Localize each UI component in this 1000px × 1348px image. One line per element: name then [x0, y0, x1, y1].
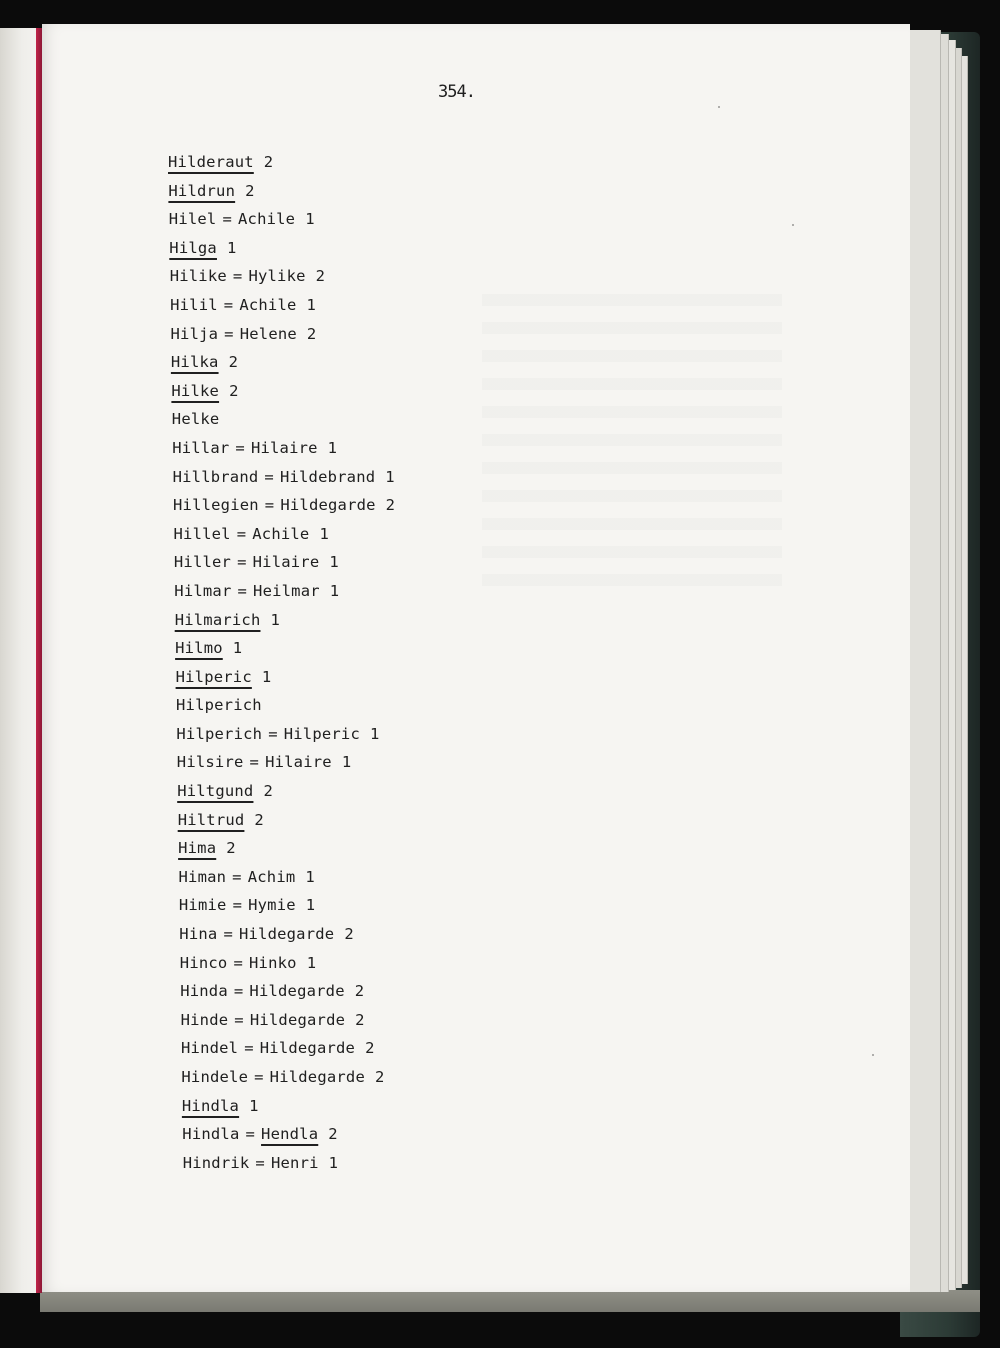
entry-count: 1	[385, 467, 395, 486]
entry-name: Hindla	[181, 1096, 240, 1115]
entry-alias: Hilaire	[265, 753, 332, 772]
list-item	[168, 1120, 395, 1149]
entry-count: 1	[329, 581, 340, 600]
entry-count: 2	[254, 810, 264, 829]
equals-sign: =	[237, 553, 247, 572]
paper-speck	[718, 106, 720, 108]
list-item	[168, 548, 395, 577]
entry-name: Hima	[178, 839, 217, 858]
entry-name: Hiller	[173, 553, 232, 572]
list-item	[168, 834, 395, 863]
list-item	[168, 748, 395, 777]
equals-sign: =	[237, 581, 248, 600]
entry-alias: Hylike	[248, 267, 306, 286]
entry-count: 1	[305, 896, 316, 915]
entry-alias: Hildegarde	[238, 925, 335, 944]
entry-alias: Hendla	[261, 1125, 319, 1144]
equals-sign: =	[264, 496, 275, 515]
list-item	[168, 262, 395, 291]
entry-count: 1	[329, 553, 339, 572]
entry-count: 2	[385, 496, 396, 515]
entry-name: Hilderaut	[168, 153, 254, 171]
name-index-list	[168, 148, 395, 1177]
entry-alias: Hildegarde	[269, 1068, 365, 1086]
entry-name: Hilmar	[174, 581, 232, 600]
entry-alias: Hildebrand	[279, 467, 376, 486]
entry-name: Hilperich	[176, 696, 262, 715]
list-item	[168, 977, 395, 1006]
list-item	[168, 491, 395, 520]
list-item	[168, 234, 395, 263]
entry-alias: Hildegarde	[249, 982, 345, 1001]
entry-count: 2	[354, 982, 365, 1001]
entry-name: Hilke	[171, 381, 220, 400]
book-cover-bottom-edge	[40, 1290, 980, 1312]
entry-count: 2	[228, 353, 239, 372]
list-item	[168, 1063, 395, 1092]
list-item	[168, 320, 395, 349]
list-item	[168, 920, 395, 949]
entry-count: 2	[263, 153, 274, 171]
entry-count: 2	[315, 267, 326, 286]
entry-name: Hilja	[170, 324, 219, 343]
entry-count: 1	[370, 724, 380, 743]
entry-count: 1	[305, 210, 315, 229]
entry-name: Hinco	[179, 953, 228, 972]
bleed-through-texture	[482, 294, 782, 594]
entry-count: 2	[375, 1068, 385, 1086]
list-item	[168, 177, 395, 206]
entry-alias: Hildegarde	[249, 1010, 346, 1029]
entry-name: Hilmo	[175, 639, 223, 658]
equals-sign: =	[245, 1125, 256, 1144]
list-item	[168, 434, 395, 463]
entry-count: 1	[306, 295, 317, 314]
list-item	[168, 1149, 395, 1178]
entry-name: Hilel	[168, 210, 217, 229]
entry-name: Hilperich	[176, 724, 263, 743]
entry-count: 2	[263, 782, 273, 801]
entry-name: Hilperic	[175, 667, 252, 686]
entry-name: Hillar	[172, 438, 230, 457]
entry-name: Hindel	[181, 1039, 239, 1058]
entry-count: 2	[306, 324, 317, 343]
entry-name: Hinde	[180, 1010, 229, 1029]
list-item	[168, 720, 395, 749]
page-number: 354.	[438, 82, 475, 102]
entry-name: Hilmarich	[174, 610, 261, 629]
entry-count: 2	[226, 839, 236, 858]
equals-sign: =	[232, 267, 243, 286]
entry-alias: Heilmar	[253, 581, 320, 600]
list-item	[168, 377, 395, 406]
entry-alias: Hilperic	[283, 724, 360, 743]
list-item	[168, 348, 395, 377]
entry-alias: Hildegarde	[280, 496, 376, 515]
list-item	[168, 148, 395, 177]
entry-name: Hiltrud	[177, 810, 245, 829]
equals-sign: =	[236, 524, 247, 543]
entry-alias: Hymie	[248, 896, 296, 915]
equals-sign: =	[224, 324, 234, 343]
entry-count: 1	[226, 238, 237, 257]
equals-sign: =	[222, 210, 233, 229]
entry-count: 1	[327, 438, 338, 457]
list-item	[168, 863, 395, 892]
entry-alias: Achile	[252, 524, 310, 543]
list-item	[168, 606, 395, 635]
entry-count: 2	[355, 1010, 365, 1029]
list-item	[168, 520, 395, 549]
equals-sign: =	[255, 1153, 265, 1172]
entry-count: 2	[365, 1039, 375, 1058]
entry-name: Hillel	[173, 524, 231, 543]
entry-alias: Achile	[239, 295, 297, 314]
entry-alias: Hildegarde	[259, 1039, 356, 1058]
paper-speck	[872, 1054, 874, 1056]
document-page	[42, 24, 910, 1292]
entry-name: Hilil	[170, 295, 218, 314]
entry-alias: Hilaire	[250, 438, 318, 457]
list-item	[168, 634, 395, 663]
equals-sign: =	[235, 438, 245, 457]
entry-count: 1	[232, 639, 243, 658]
entry-name: Hildrun	[168, 181, 236, 200]
list-item	[168, 291, 395, 320]
entry-name: Himie	[178, 896, 227, 915]
entry-name: Hillegien	[173, 496, 259, 515]
list-item	[168, 577, 395, 606]
list-item	[168, 891, 395, 920]
equals-sign: =	[232, 896, 243, 915]
entry-count: 1	[270, 610, 281, 629]
entry-count: 2	[245, 181, 255, 200]
entry-alias: Hinko	[249, 953, 297, 972]
list-item	[168, 405, 395, 434]
entry-name: Hindla	[182, 1125, 240, 1144]
list-item	[168, 1006, 395, 1035]
entry-name: Hillbrand	[172, 467, 259, 486]
list-item	[168, 1092, 395, 1121]
entry-name: Hina	[179, 925, 218, 944]
equals-sign: =	[268, 724, 278, 743]
entry-name: Hilsire	[176, 753, 244, 772]
list-item	[168, 663, 395, 692]
entry-count: 2	[328, 1125, 338, 1144]
equals-sign: =	[232, 867, 242, 886]
entry-count: 2	[229, 381, 239, 400]
equals-sign: =	[249, 753, 260, 772]
equals-sign: =	[233, 953, 244, 972]
equals-sign: =	[223, 925, 233, 944]
entry-alias: Hilaire	[252, 553, 320, 572]
entry-name: Hiltgund	[177, 782, 254, 801]
entry-name: Himan	[178, 867, 227, 886]
entry-name: Hilike	[169, 267, 227, 286]
list-item	[168, 1034, 395, 1063]
list-item	[168, 949, 395, 978]
previous-page-edge	[0, 28, 40, 1293]
equals-sign: =	[254, 1068, 264, 1086]
list-item	[168, 463, 395, 492]
equals-sign: =	[244, 1039, 254, 1058]
equals-sign: =	[234, 1010, 244, 1029]
entry-alias: Achile	[238, 210, 296, 229]
entry-count: 1	[261, 667, 272, 686]
list-item	[168, 806, 395, 835]
entry-count: 1	[319, 524, 329, 543]
list-item	[168, 691, 395, 720]
entry-name: Hindrik	[182, 1153, 250, 1172]
entry-alias: Achim	[247, 867, 296, 886]
equals-sign: =	[233, 982, 244, 1001]
entry-count: 1	[305, 867, 315, 886]
list-item	[168, 205, 395, 234]
entry-name: Hindele	[181, 1068, 249, 1086]
entry-alias: Henri	[270, 1153, 319, 1172]
entry-count: 1	[249, 1096, 259, 1115]
equals-sign: =	[223, 295, 234, 314]
entry-name: Hinda	[180, 982, 228, 1001]
equals-sign: =	[264, 467, 274, 486]
entry-name: Hilga	[169, 238, 217, 257]
entry-count: 1	[306, 953, 317, 972]
list-item	[168, 777, 395, 806]
entry-count: 1	[328, 1153, 339, 1172]
entry-count: 1	[341, 753, 352, 772]
entry-name: Helke	[171, 410, 220, 429]
entry-alias: Helene	[239, 324, 297, 343]
entry-count: 2	[344, 925, 354, 944]
paper-speck	[792, 224, 794, 226]
entry-name: Hilka	[170, 353, 219, 372]
